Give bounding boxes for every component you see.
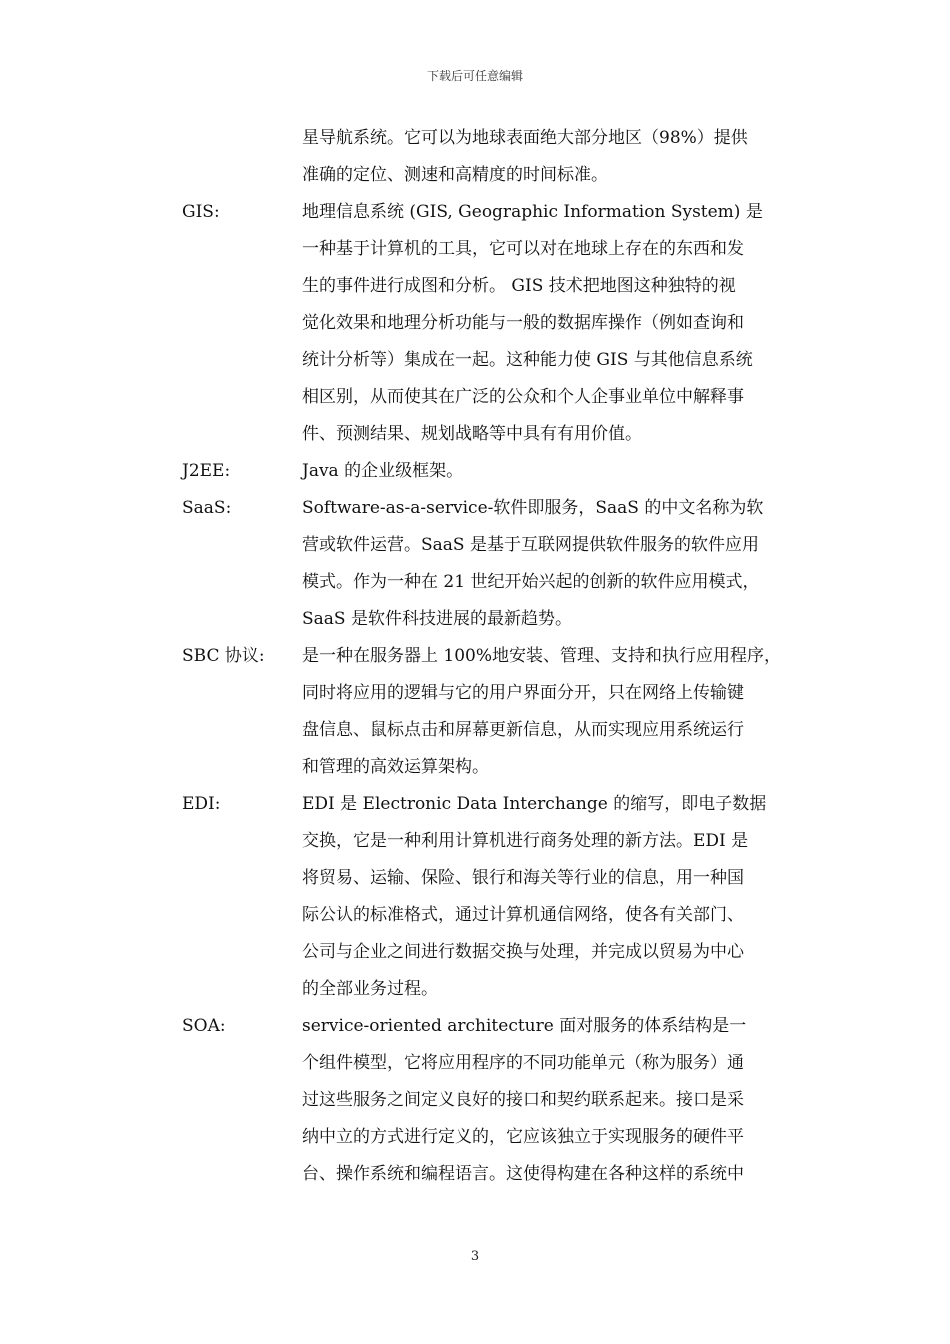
definition-line: 和管理的高效运算架构。 (302, 757, 489, 777)
definition-line: EDI 是 Electronic Data Interchange 的缩写，即电子数据 (302, 794, 767, 814)
definition-line: 的全部业务过程。 (302, 979, 438, 999)
definition-line: 模式。作为一种在 21 世纪开始兴起的创新的软件应用模式， (302, 572, 760, 592)
definition-line: 同时将应用的逻辑与它的用户界面分开，只在网络上传输键 (302, 683, 744, 703)
definition-line: 盘信息、鼠标点击和屏幕更新信息，从而实现应用系统运行 (302, 720, 744, 740)
definition-line: 件、预测结果、规划战略等中具有有用价值。 (302, 424, 642, 444)
definition-line: 个组件模型，它将应用程序的不同功能单元（称为服务）通 (302, 1053, 744, 1073)
definition-line: 过这些服务之间定义良好的接口和契约联系起来。接口是采 (302, 1090, 744, 1110)
definition-line: 营或软件运营。SaaS 是基于互联网提供软件服务的软件应用 (302, 535, 759, 555)
definition-line: 交换，它是一种利用计算机进行商务处理的新方法。EDI 是 (302, 831, 749, 851)
glossary-definition (302, 786, 810, 1008)
definition-line: Software-as-a-service-软件即服务，SaaS 的中文名称为软 (302, 498, 764, 518)
glossary-definition (302, 1008, 810, 1193)
definition-line: 是一种在服务器上 100%地安装、管理、支持和执行应用程序， (302, 646, 782, 666)
glossary-definition (302, 453, 810, 490)
glossary-term: SBC 协议: (182, 646, 265, 666)
definition-line: SaaS 是软件科技进展的最新趋势。 (302, 609, 572, 629)
glossary-term: SaaS: (182, 498, 232, 518)
definition-line: 统计分析等）集成在一起。这种能力使 GIS 与其他信息系统 (302, 350, 753, 370)
glossary-term: SOA: (182, 1016, 226, 1036)
glossary-definition (302, 194, 810, 453)
definition-line: 生的事件进行成图和分析。 GIS 技术把地图这种独特的视 (302, 276, 736, 296)
definition-line: 觉化效果和地理分析功能与一般的数据库操作（例如查询和 (302, 313, 744, 333)
definition-line: 公司与企业之间进行数据交换与处理，并完成以贸易为中心 (302, 942, 744, 962)
glossary-definition (302, 120, 810, 194)
definition-line: 际公认的标准格式，通过计算机通信网络，使各有关部门、 (302, 905, 744, 925)
glossary-term: GIS: (182, 202, 220, 222)
definition-line: 一种基于计算机的工具，它可以对在地球上存在的东西和发 (302, 239, 744, 259)
glossary-term: EDI: (182, 794, 221, 814)
definition-line: 地理信息系统 (GIS, Geographic Information System) 是 (302, 202, 763, 222)
definition-line: 将贸易、运输、保险、银行和海关等行业的信息，用一种国 (302, 868, 744, 888)
glossary-definition (302, 638, 810, 786)
definition-line: 星导航系统。它可以为地球表面绝大部分地区（98%）提供 (302, 128, 748, 148)
page-header: 下载后可任意编辑 (426, 69, 523, 83)
glossary-definition (302, 490, 810, 638)
definition-line: 相区别，从而使其在广泛的公众和个人企事业单位中解释事 (302, 387, 744, 407)
definition-line: 准确的定位、测速和高精度的时间标准。 (302, 165, 608, 185)
definition-line: service-oriented architecture 面对服务的体系结构是一 (302, 1016, 747, 1036)
definition-line: 台、操作系统和编程语言。这使得构建在各种这样的系统中 (302, 1164, 744, 1184)
definition-line: 纳中立的方式进行定义的，它应该独立于实现服务的硬件平 (302, 1127, 744, 1147)
glossary-term: J2EE: (182, 461, 231, 481)
page-number: 3 (470, 1249, 480, 1264)
definition-line: Java 的企业级框架。 (302, 461, 464, 481)
